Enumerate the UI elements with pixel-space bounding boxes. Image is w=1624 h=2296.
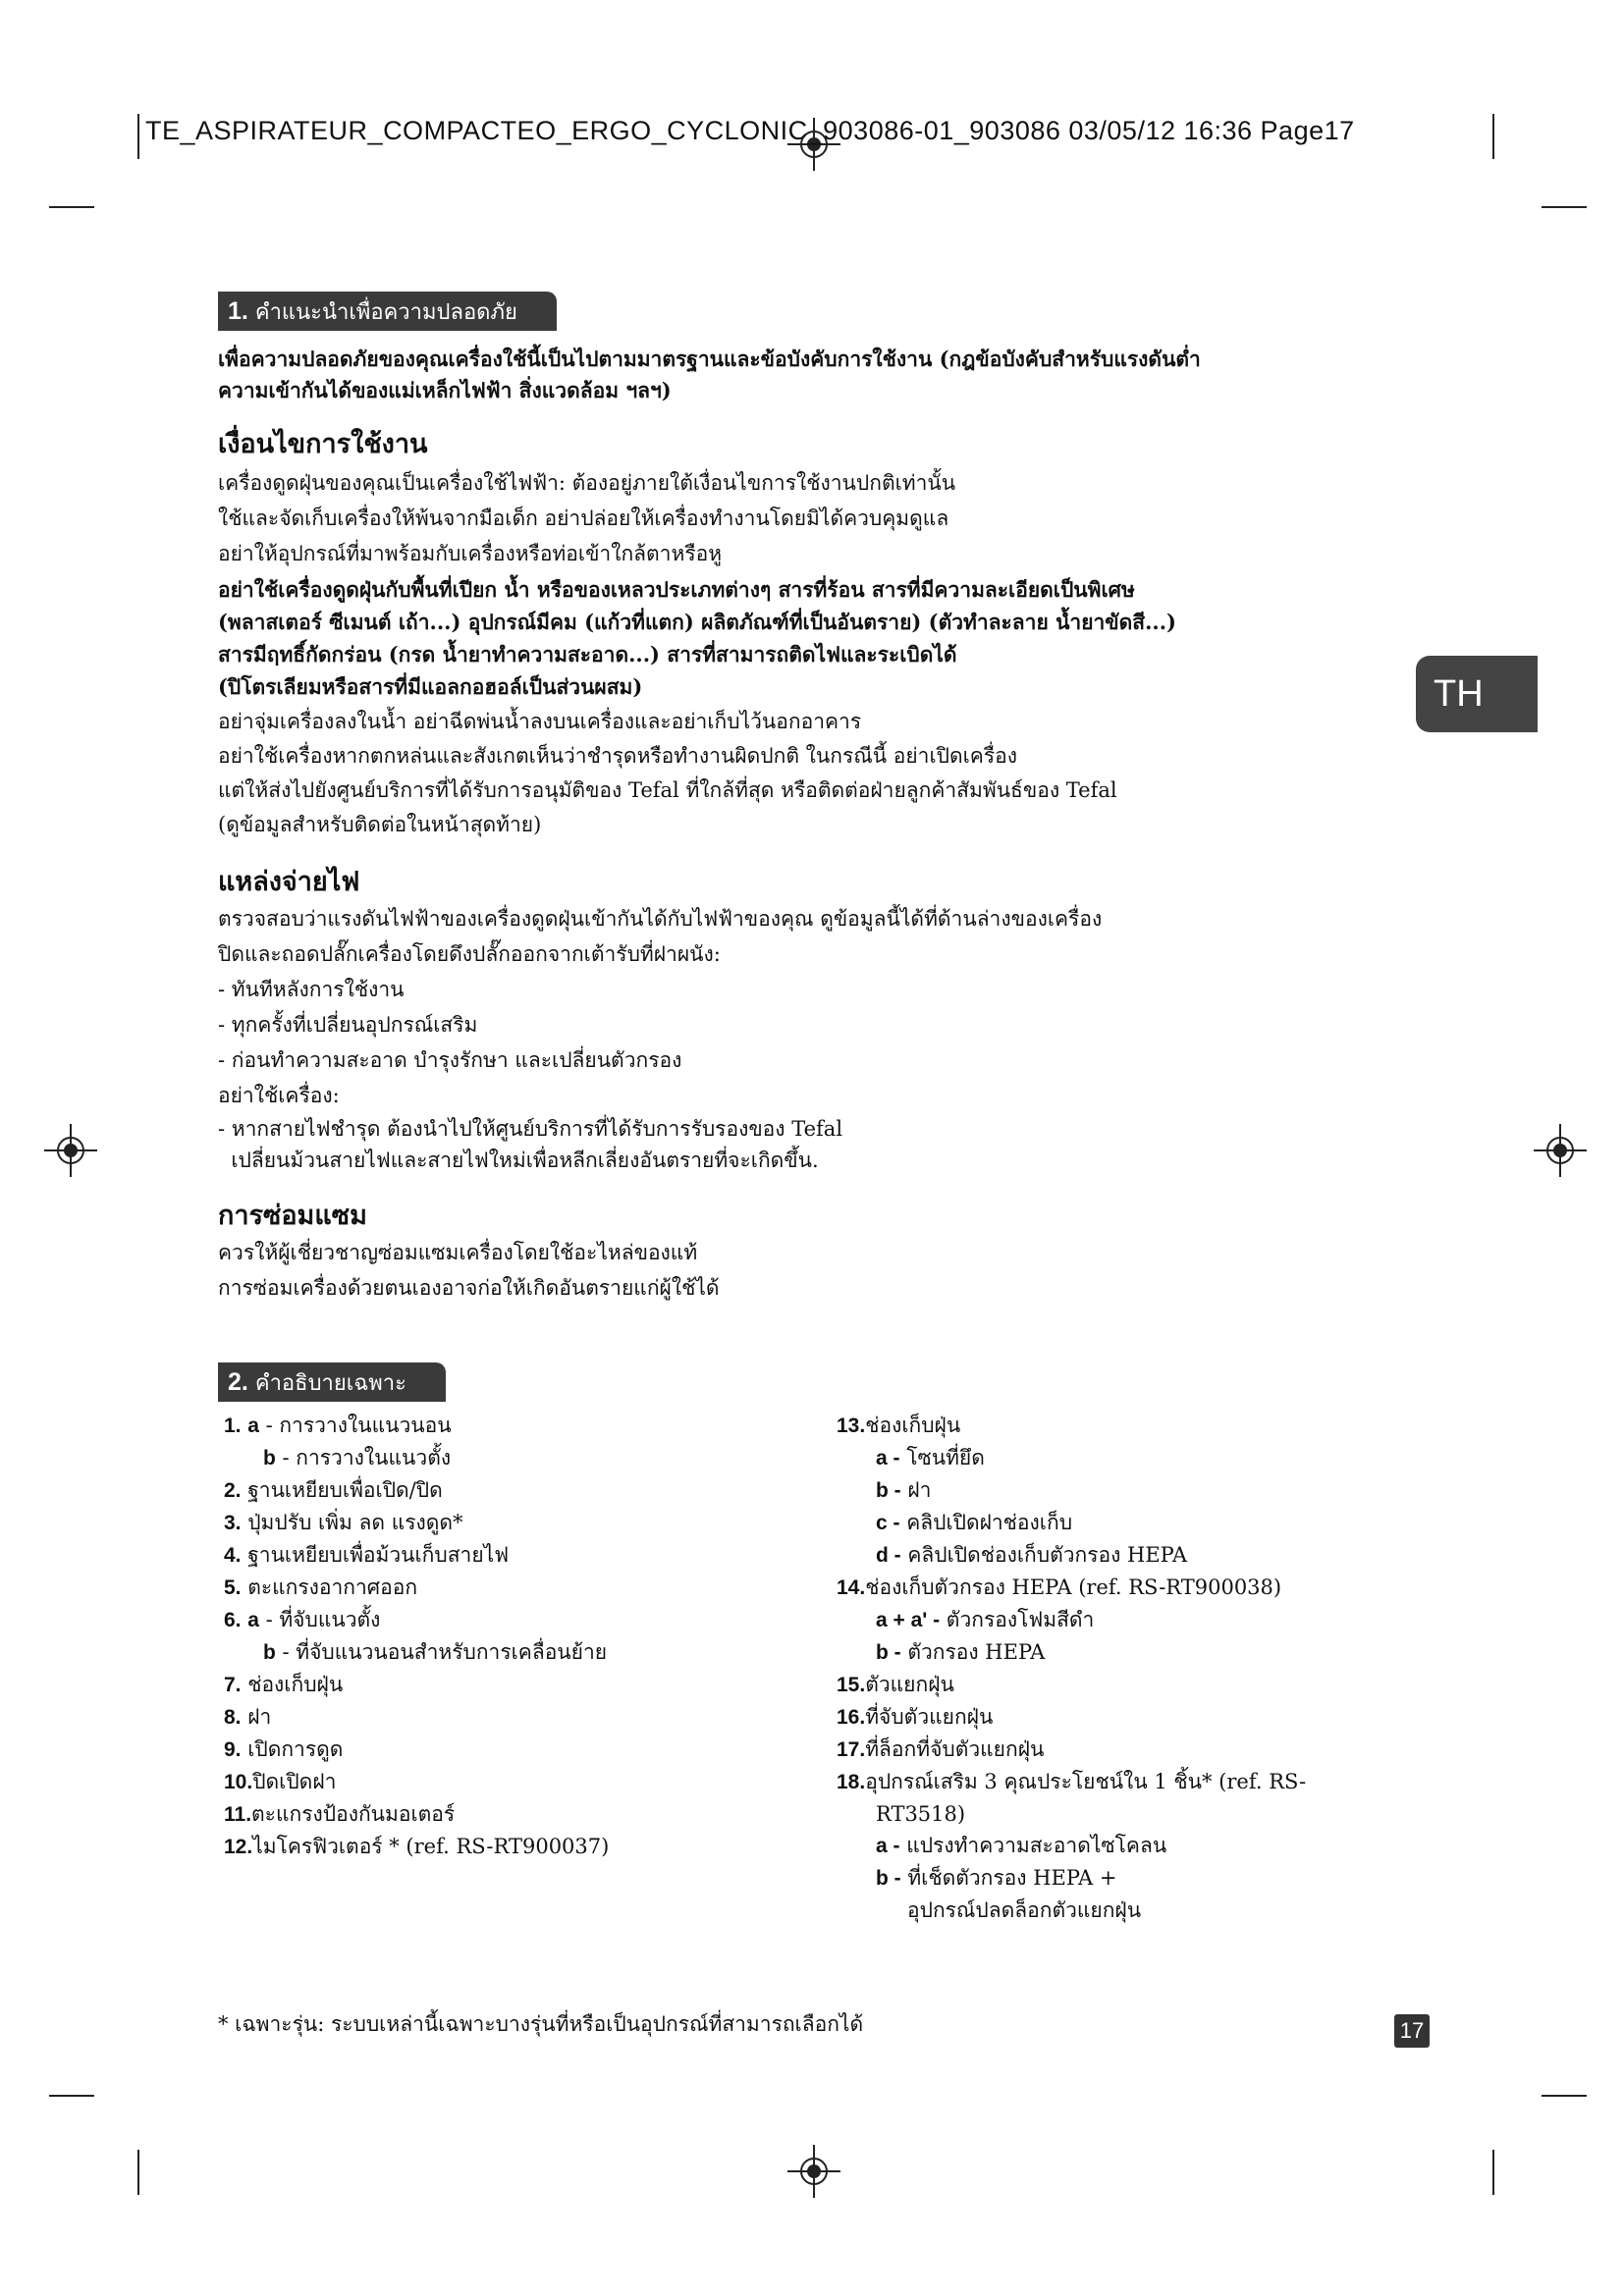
item-text: ช่องเก็บฝุ่น [865, 1414, 961, 1437]
item-text: คลิปเปิดช่องเก็บตัวกรอง HEPA [900, 1543, 1188, 1567]
list-item [837, 1539, 1306, 1572]
warning-line: อย่าใช้เครื่องดูดฝุ่นกับพื้นที่เปียก น้ำ หรือของเหลวประเภทต่างๆ สารที่ร้อน สารที่มีความละเอียดเป็นพิเศษ [218, 577, 1135, 602]
parts-list-left [224, 1410, 609, 1863]
list-item [837, 1507, 1306, 1539]
item-number: 14. [837, 1576, 866, 1599]
power-line: - หากสายไฟชำรุด ต้องนำไปให้ศูนย์บริการที่ได้รับการรับรองของ Tefal [218, 1117, 843, 1141]
item-text: ตะแกรงป้องกันมอเตอร์ [251, 1802, 456, 1826]
item-number: 12. [224, 1836, 253, 1858]
item-number: 6. [224, 1609, 242, 1631]
repair-line: การซ่อมเครื่องด้วยตนเองอาจก่อให้เกิดอันตรายแก่ผู้ใช้ได้ [218, 1276, 720, 1300]
item-text: ฐานเหยียบเพื่อเปิด/ปิด [241, 1478, 443, 1502]
section-1-header [218, 292, 557, 331]
registration-mark-icon [1534, 1124, 1587, 1177]
item-number: 16. [837, 1706, 866, 1729]
item-number: 13. [837, 1415, 866, 1437]
item-number: 5. [224, 1576, 242, 1599]
warning-line: (พลาสเตอร์ ซีเมนต์ เถ้า...) อุปกรณ์มีคม (แก้วที่แตก) ผลิตภัณฑ์ที่เป็นอันตราย) (ตัวทำละลาย น้ำยาขัดสี...) [218, 610, 1176, 634]
conditions-heading: เงื่อนไขการใช้งาน [218, 429, 428, 459]
conditions-text-2 [218, 705, 1117, 842]
item-text: ตัวกรอง HEPA [900, 1640, 1046, 1664]
list-item [837, 1572, 1306, 1604]
item-text: ปุ่มปรับ เพิ่ม ลด แรงดูด* [241, 1511, 463, 1534]
power-line: ปิดและถอดปลั๊กเครื่องโดยดึงปลั๊กออกจากเต้ารับที่ฝาผนัง: [218, 942, 721, 966]
item-number: 18. [837, 1771, 866, 1793]
repair-text [218, 1235, 720, 1306]
item-text: ปิดเปิดฝา [252, 1770, 337, 1793]
power-line: ตรวจสอบว่าแรงดันไฟฟ้าของเครื่องดูดฝุ่นเข้ากันได้กับไฟฟ้าของคุณ ดูข้อมูลนี้ได้ที่ด้านล่างของเครื่อง [218, 907, 1103, 931]
item-text: ช่องเก็บตัวกรอง HEPA (ref. RS-RT900038) [865, 1575, 1282, 1599]
item-text: - การวางในแนวนอน [258, 1414, 452, 1437]
power-line: - ทันทีหลังการใช้งาน [218, 978, 405, 1001]
list-item [837, 1604, 1306, 1636]
conditions-line: (ดูข้อมูลสำหรับติดต่อในหน้าสุดท้าย) [218, 813, 542, 836]
footnote: * เฉพาะรุ่น: ระบบเหล่านี้เฉพาะบางรุ่นที่หรือเป็นอุปกรณ์ที่สามารถเลือกได้ [218, 2012, 864, 2036]
list-item [837, 1669, 1306, 1701]
power-line: อย่าใช้เครื่อง: [218, 1084, 340, 1107]
item-number: 2. [224, 1479, 242, 1502]
page-number: 17 [1394, 2014, 1430, 2048]
safety-intro [218, 344, 1201, 406]
language-tab: TH [1416, 656, 1538, 732]
conditions-line: อย่าให้อุปกรณ์ที่มาพร้อมกับเครื่องหรือท่อเข้าใกล้ตาหรือหู [218, 542, 723, 565]
conditions-line: เครื่องดูดฝุ่นของคุณเป็นเครื่องใช้ไฟฟ้า: ต้องอยู่ภายใต้เงื่อนไขการใช้งานปกติเท่านั้น [218, 471, 956, 495]
item-text: ตัวแยกฝุ่น [865, 1673, 954, 1696]
conditions-line: อย่าจุ่มเครื่องลงในน้ำ อย่าฉีดพ่นน้ำลงบนเครื่องและอย่าเก็บไว้นอกอาคาร [218, 710, 862, 733]
item-text: โซนที่ยึด [899, 1446, 985, 1469]
section-2-title: คำอธิบายเฉพาะ [254, 1371, 406, 1396]
list-item [224, 1410, 609, 1442]
item-text: ไมโครฟิวเตอร์ * (ref. RS-RT900037) [252, 1835, 610, 1858]
item-key: d - [876, 1544, 901, 1567]
item-text: คลิปเปิดฝาช่องเก็บ [899, 1511, 1073, 1534]
crop-mark [49, 206, 94, 208]
list-item [224, 1539, 609, 1572]
list-item [837, 1830, 1306, 1862]
list-item [837, 1766, 1306, 1798]
list-item [224, 1474, 609, 1507]
section-1-number: 1. [228, 297, 248, 325]
conditions-text [218, 465, 955, 571]
item-text: อุปกรณ์เสริม 3 คุณประโยชน์ใน 1 ชิ้น* (ref. RS- [865, 1770, 1307, 1793]
list-item [837, 1701, 1306, 1734]
item-key: b [263, 1641, 276, 1664]
warning-line: (ปิโตรเลียมหรือสารที่มีแอลกอฮอล์เป็นส่วนผสม) [218, 674, 643, 699]
section-2-header [218, 1362, 446, 1402]
item-text: ฝา [241, 1705, 272, 1729]
section-2-number: 2. [228, 1368, 248, 1396]
list-item [837, 1862, 1306, 1895]
item-text: อุปกรณ์ปลดล็อกตัวแยกฝุ่น [907, 1898, 1142, 1922]
item-key: a + a' - [876, 1609, 941, 1631]
repair-line: ควรให้ผู้เชี่ยวชาญซ่อมแซมเครื่องโดยใช้อะไหล่ของแท้ [218, 1241, 698, 1264]
item-key: b - [876, 1867, 901, 1890]
crop-mark [49, 2095, 94, 2097]
item-text: - ที่จับแนวนอนสำหรับการเคลื่อนย้าย [275, 1640, 608, 1664]
item-text: - ที่จับแนวตั้ง [258, 1608, 381, 1631]
item-key: a [247, 1415, 259, 1437]
list-item [837, 1734, 1306, 1766]
list-item [224, 1572, 609, 1604]
item-text: ที่เช็ดตัวกรอง HEPA + [900, 1866, 1117, 1890]
list-item [224, 1798, 609, 1831]
registration-mark-icon [44, 1124, 97, 1177]
list-item [224, 1766, 609, 1798]
list-item [837, 1474, 1306, 1507]
crop-mark [1492, 2150, 1494, 2195]
list-item [224, 1734, 609, 1766]
repair-heading: การซ่อมแซม [218, 1201, 367, 1231]
power-heading: แหล่งจ่ายไฟ [218, 867, 360, 897]
print-slug: TE_ASPIRATEUR_COMPACTEO_ERGO_CYCLONIC_903086-01_903086 03/05/12 16:36 Page17 [145, 116, 1355, 145]
list-item [837, 1442, 1306, 1474]
item-text: แปรงทำความสะอาดไซโคลน [899, 1834, 1167, 1857]
parts-list-right [837, 1410, 1306, 1926]
power-text [218, 901, 1102, 1176]
item-key: a - [876, 1835, 900, 1857]
item-number: 15. [837, 1674, 866, 1696]
item-key: b [263, 1447, 276, 1469]
crop-mark [1492, 114, 1494, 159]
crop-mark [137, 2150, 139, 2195]
registration-mark-icon [787, 2145, 840, 2198]
section-1-title: คำแนะนำเพื่อความปลอดภัย [254, 300, 517, 325]
list-item [224, 1604, 609, 1636]
item-text: - การวางในแนวตั้ง [275, 1446, 452, 1469]
list-item [224, 1636, 609, 1669]
list-item [837, 1410, 1306, 1442]
item-key: b - [876, 1479, 901, 1502]
power-line: - ก่อนทำความสะอาด บำรุงรักษา และเปลี่ยนตัวกรอง [218, 1048, 682, 1072]
item-number: 9. [224, 1738, 242, 1761]
conditions-warning [218, 573, 1176, 703]
item-number: 8. [224, 1706, 242, 1729]
item-text: ตะแกรงอากาศออก [241, 1575, 418, 1599]
item-text: ช่องเก็บฝุ่น [241, 1673, 344, 1696]
item-text: เปิดการดูด [241, 1737, 344, 1761]
item-number: 7. [224, 1674, 242, 1696]
list-item [224, 1507, 609, 1539]
item-number: 3. [224, 1512, 242, 1534]
list-item [224, 1669, 609, 1701]
item-text: RT3518) [876, 1802, 966, 1826]
item-text: ที่จับตัวแยกฝุ่น [865, 1705, 994, 1729]
item-text: ตัวกรองโฟมสีดำ [940, 1608, 1095, 1631]
list-item [224, 1701, 609, 1734]
item-text: ที่ล็อกที่จับตัวแยกฝุ่น [865, 1737, 1045, 1761]
list-item [837, 1798, 1306, 1830]
item-key: b - [876, 1641, 901, 1664]
conditions-line: ใช้และจัดเก็บเครื่องให้พ้นจากมือเด็ก อย่าปล่อยให้เครื่องทำงานโดยมิได้ควบคุมดูแล [218, 507, 949, 530]
item-number: 4. [224, 1544, 242, 1567]
list-item [837, 1636, 1306, 1669]
item-text: ฝา [900, 1478, 932, 1502]
item-number: 10. [224, 1771, 253, 1793]
item-key: c - [876, 1512, 900, 1534]
item-key: a - [876, 1447, 900, 1469]
conditions-line: แต่ให้ส่งไปยังศูนย์บริการที่ได้รับการอนุมัติของ Tefal ที่ใกล้ที่สุด หรือติดต่อฝ่ายลูกค้าสัมพันธ์ของ Tefal [218, 778, 1117, 802]
item-number: 11. [224, 1803, 252, 1826]
intro-line: เพื่อความปลอดภัยของคุณเครื่องใช้นี้เป็นไปตามมาตรฐานและข้อบังคับการใช้งาน (กฎข้อบังคับสำหรับแรงดันต่ำ [218, 347, 1201, 371]
intro-line: ความเข้ากันได้ของแม่เหล็กไฟฟ้า สิ่งแวดล้อม ฯลฯ) [218, 378, 672, 402]
item-text: ฐานเหยียบเพื่อม้วนเก็บสายไฟ [241, 1543, 510, 1567]
item-number: 17. [837, 1738, 866, 1761]
crop-mark [1542, 2095, 1587, 2097]
power-line: - ทุกครั้งที่เปลี่ยนอุปกรณ์เสริม [218, 1013, 478, 1037]
list-item [224, 1831, 609, 1863]
item-number: 1. [224, 1415, 242, 1437]
warning-line: สารมีฤทธิ์กัดกร่อน (กรด น้ำยาทำความสะอาด...) สารที่สามารถติดไฟและระเบิดได้ [218, 642, 957, 667]
power-line: เปลี่ยนม้วนสายไฟและสายไฟใหม่เพื่อหลีกเลี่ยงอันตรายที่จะเกิดขึ้น. [218, 1148, 819, 1172]
crop-mark [1542, 206, 1587, 208]
conditions-line: อย่าใช้เครื่องหากตกหล่นและสังเกตเห็นว่าชำรุดหรือทำงานผิดปกติ ในกรณีนี้ อย่าเปิดเครื่อง [218, 744, 1017, 768]
crop-mark [137, 114, 139, 159]
list-item [224, 1442, 609, 1474]
item-key: a [247, 1609, 259, 1631]
list-item [837, 1895, 1306, 1926]
